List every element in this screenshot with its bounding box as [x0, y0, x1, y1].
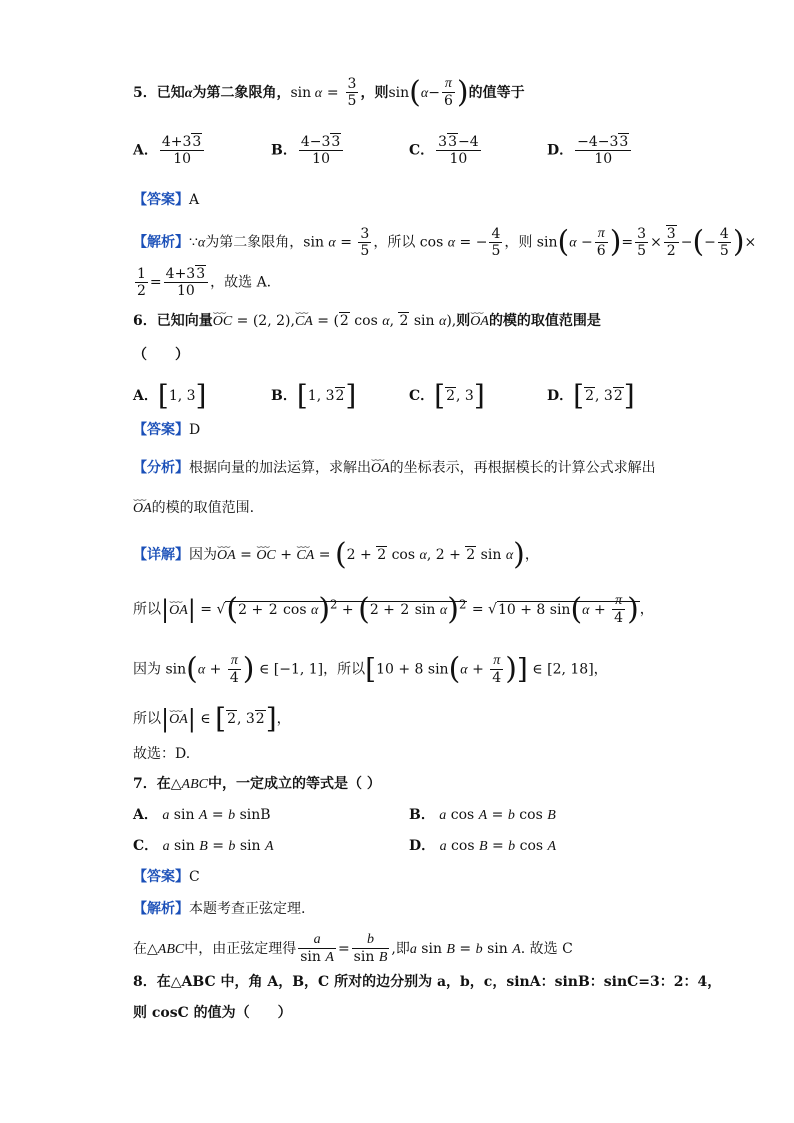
q7-option-a[interactable]: A． a sin A = b sinB — [133, 807, 271, 823]
q6-detail-line1: 【详解】因为⌣⌣⌣ OA = ⌣⌣⌣ OC + ⌣⌣⌣ CA = (2 + 2 cos α, 2 + 2 sin α)， — [133, 540, 539, 570]
q5-answer-value: A — [189, 192, 200, 208]
detail-tag: 【详解】 — [133, 547, 189, 563]
q6-fenxi-line1: 【分析】根据向量的加法运算，求解出⌣⌣⌣ OA的坐标表示，再根据模长的计算公式求解出 — [133, 458, 656, 479]
q5-analysis-line2: $\frac{1}{2}$ = $\frac{4+33}{10}$ ，故选 A. — [137, 266, 272, 299]
q6-stem: 6．已知向量⌣⌣⌣ OC = (2, 2),⌣⌣⌣ CA = (2 cos α, 2 sin α),则⌣⌣⌣ OA的模的取值范围是 — [133, 311, 601, 332]
q7-stem: 7．在△ABC中，一定成立的等式是（ ） — [133, 776, 381, 792]
q5-option-d[interactable]: D． $\frac{-4-33}{10}$ — [547, 134, 633, 167]
q7-option-b[interactable]: B． a cos A = b cos B — [409, 807, 556, 823]
q7-answer-value: C — [189, 869, 200, 885]
q5-option-c[interactable]: C． $\frac{33-4}{10}$ — [409, 134, 479, 167]
answer-tag: 【答案】 — [133, 192, 189, 208]
q5-stem-text: 5．已知α为第二象限角，sin α = $\frac{3}{5}$ ，则sin(α− $\frac{\pi}{6}$ )的值等于 — [133, 74, 525, 110]
q6-option-c[interactable]: C．[2, 3] — [409, 379, 485, 412]
q6-conclusion: 故选：D. — [133, 746, 191, 762]
q6-option-b[interactable]: B．[1, 32] — [271, 379, 357, 412]
q6-fenxi-line2: ⌣⌣⌣ OA的模的取值范围. — [133, 498, 254, 519]
analysis-tag: 【解析】 — [133, 901, 189, 917]
q8-stem-line1: 8．在△ABC 中，角 A，B，C 所对的边分别为 a，b，c，sinA：sinB：sinC=3：2：4， — [133, 974, 722, 990]
q6-detail-line3: 因为 sin(α + $\frac{\pi}{4}$ ) ∈ [−1, 1]，所以[10 + 8 sin(α + $\frac{\pi}{4}$ )] ∈ [2, 18]， — [133, 651, 608, 687]
q6-answer-value: D — [189, 422, 201, 438]
q7-option-d[interactable]: D． a cos B = b cos A — [409, 838, 557, 854]
q6-detail-line4: 所以|⌣⌣⌣ OA| ∈ [2, 32]， — [133, 705, 291, 733]
q8-stem-line2: 则 cosC 的值为（ ） — [133, 1005, 292, 1021]
q6-option-a[interactable]: A．[1, 3] — [133, 379, 207, 412]
answer-tag: 【答案】 — [133, 422, 189, 438]
q7-analysis-line1 — [133, 899, 305, 919]
q7-answer — [133, 867, 200, 887]
q6-answer — [133, 420, 200, 440]
q7-analysis-text: 本题考查正弦定理. — [189, 901, 306, 917]
q7-option-c[interactable]: C． a sin B = b sin A — [133, 838, 274, 854]
answer-tag: 【答案】 — [133, 869, 189, 885]
q5-answer — [133, 190, 199, 210]
q7-analysis-line2: 在△ABC中，由正弦定理得 $\frac{a}{\text{sin A}}$ = $\frac{b}{\text{sin B}}$ ,即a sin B = b sin A. 故选 C — [133, 932, 573, 965]
q6-paren: （ ） — [133, 347, 189, 363]
q5-option-a[interactable]: A． $\frac{4+33}{10}$ — [133, 134, 206, 167]
q5-analysis-line1: 【解析】∵α为第二象限角，sin α = $\frac{3}{5}$ ，所以 cos α = − $\frac{4}{5}$ ，则 sin(α − $\frac{\pi}{6}$ )= $\frac{3}{5}$ × $\frac{3}{2}$ −(− $\frac{4}{5}$ )× — [133, 224, 757, 260]
q6-option-d[interactable]: D．[2, 32] — [547, 379, 635, 412]
fenxi-tag: 【分析】 — [133, 460, 189, 476]
analysis-tag: 【解析】 — [133, 234, 189, 251]
q6-detail-line2: 所以|⌣⌣⌣ OA| = √(2 + 2 cos α)$^2$ + (2 + 2 sin α)$^2$ = √10 + 8 sin(α + $\frac{\pi}{4}$ )， — [133, 593, 654, 626]
q5-option-b[interactable]: B． $\frac{4-33}{10}$ — [271, 134, 345, 167]
q5-stem — [133, 76, 525, 109]
